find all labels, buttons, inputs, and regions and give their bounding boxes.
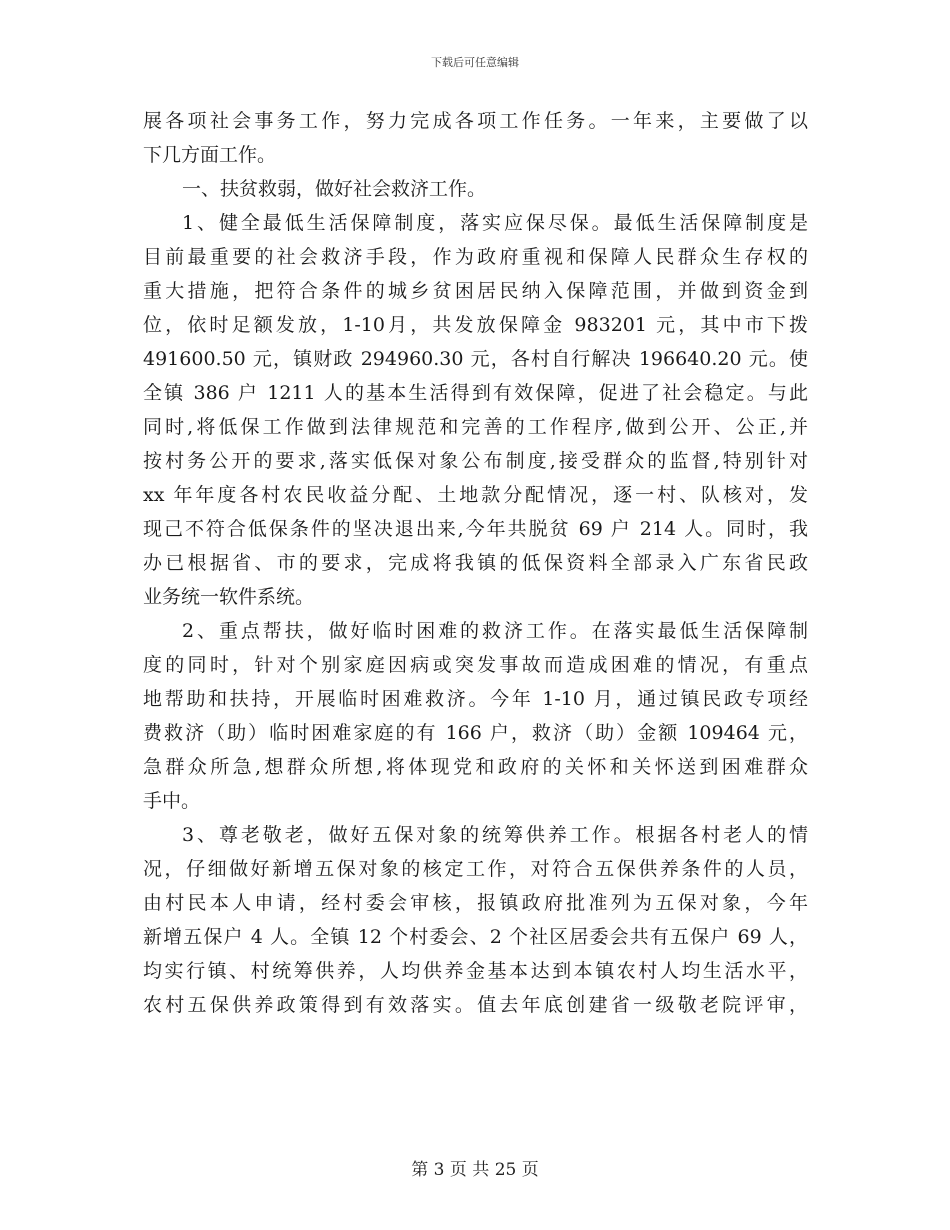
text-line: 由村民本人申请，经村委会审核，报镇政府批准列为五保对象，今年 bbox=[143, 892, 808, 914]
text-line: 现己不符合低保条件的坚决退出来,今年共脱贫 69 户 214 人。同时，我 bbox=[143, 518, 808, 540]
text-line: 按村务公开的要求,落实低保对象公布制度,接受群众的监督,特别针对 bbox=[143, 450, 808, 472]
text-line: 均实行镇、村统筹供养，人均供养金基本达到本镇农村人均生活水平， bbox=[143, 960, 808, 982]
text-line: 办已根据省、市的要求，完成将我镇的低保资料全部录入广东省民政 bbox=[143, 552, 808, 574]
text-line: 位，依时足额发放，1-10月，共发放保障金 983201 元，其中市下拨 bbox=[143, 314, 808, 336]
page-number-footer: 第 3 页 共 25 页 bbox=[411, 1160, 539, 1180]
text-line: 重大措施，把符合条件的城乡贫困居民纳入保障范围，并做到资金到 bbox=[143, 280, 808, 302]
text-line: 同时,将低保工作做到法律规范和完善的工作程序,做到公开、公正,并 bbox=[143, 416, 808, 438]
text-line: 度的同时，针对个别家庭因病或突发事故而造成困难的情况，有重点 bbox=[143, 654, 808, 676]
text-line: 展各项社会事务工作，努力完成各项工作任务。一年来，主要做了以 bbox=[143, 110, 808, 132]
text-line: 况，仔细做好新增五保对象的核定工作，对符合五保供养条件的人员， bbox=[143, 858, 808, 880]
text-line: 急群众所急,想群众所想,将体现党和政府的关怀和关怀送到困难群众 bbox=[143, 756, 808, 778]
header-note: 下载后可任意编辑 bbox=[431, 56, 519, 69]
document-body bbox=[143, 104, 808, 1022]
text-line: 新增五保户 4 人。全镇 12 个村委会、2 个社区居委会共有五保户 69 人， bbox=[143, 926, 808, 948]
text-line: 下几方面工作。 bbox=[143, 144, 277, 166]
text-line: 农村五保供养政策得到有效落实。值去年底创建省一级敬老院评审， bbox=[143, 994, 808, 1016]
text-line: 地帮助和扶持，开展临时困难救济。今年 1-10 月，通过镇民政专项经 bbox=[143, 688, 808, 710]
text-line: 业务统一软件系统。 bbox=[143, 586, 315, 608]
text-line: 1、健全最低生活保障制度，落实应保尽保。最低生活保障制度是 bbox=[182, 212, 808, 234]
text-line: 手中。 bbox=[143, 790, 201, 812]
text-line: 491600.50 元，镇财政 294960.30 元，各村自行解决 196640.20 元。使 bbox=[143, 348, 808, 370]
text-line: 一、扶贫救弱，做好社会救济工作。 bbox=[182, 178, 487, 200]
text-line: 2、重点帮扶，做好临时困难的救济工作。在落实最低生活保障制 bbox=[182, 620, 808, 642]
text-line: 全镇 386 户 1211 人的基本生活得到有效保障，促进了社会稳定。与此 bbox=[143, 382, 808, 404]
text-line: 目前最重要的社会救济手段，作为政府重视和保障人民群众生存权的 bbox=[143, 246, 808, 268]
text-line: 费救济（助）临时困难家庭的有 166 户，救济（助）金额 109464 元， bbox=[143, 722, 808, 744]
text-line: xx 年年度各村农民收益分配、土地款分配情况，逐一村、队核对，发 bbox=[143, 484, 808, 506]
text-line: 3、尊老敬老，做好五保对象的统筹供养工作。根据各村老人的情 bbox=[182, 824, 808, 846]
